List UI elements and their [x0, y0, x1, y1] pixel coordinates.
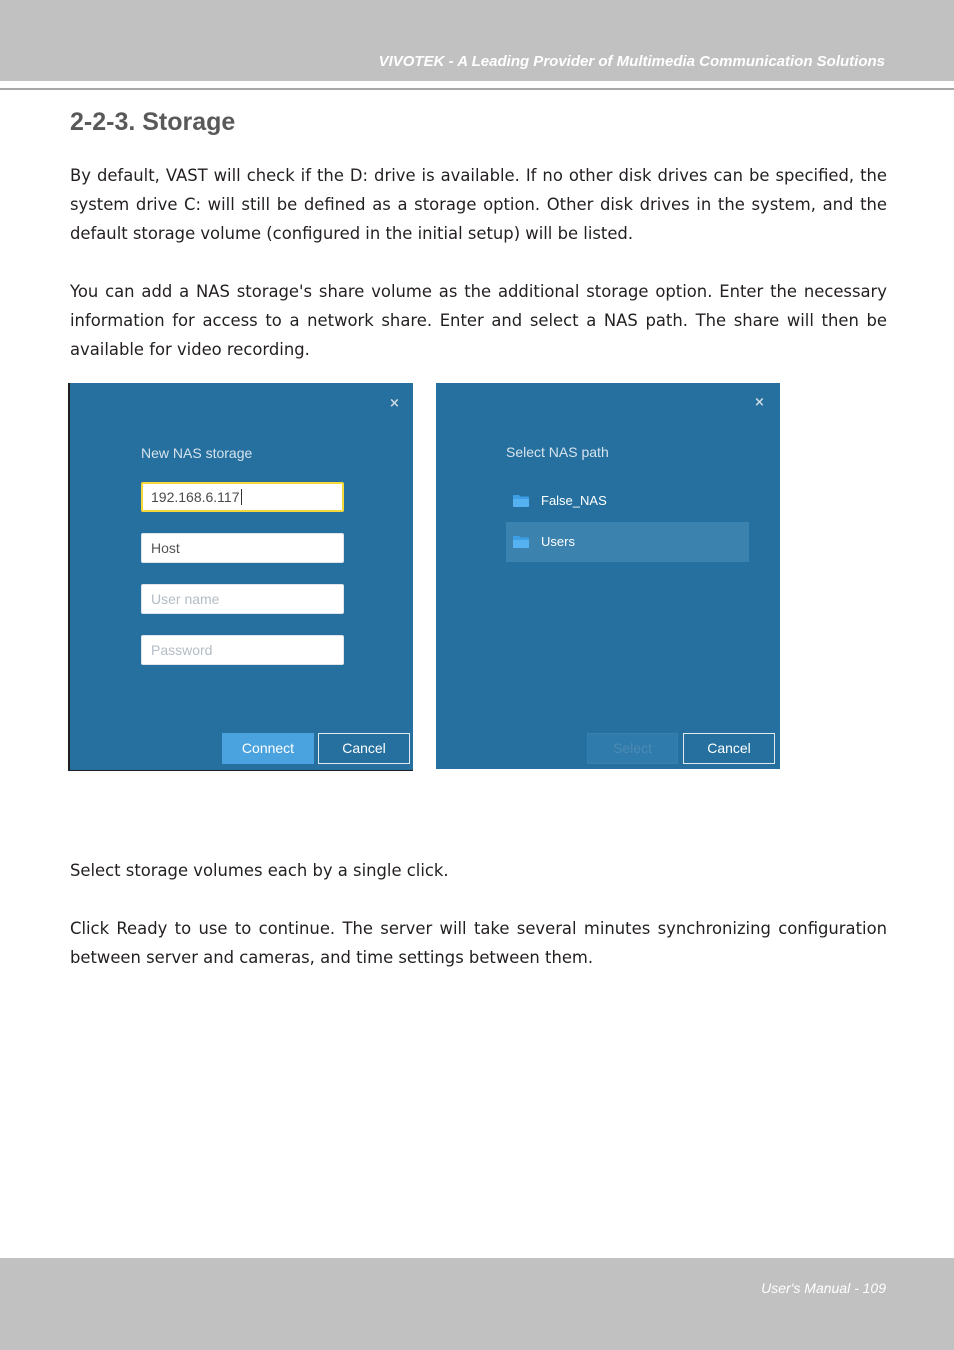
folder-icon [513, 495, 529, 507]
folder-icon [513, 536, 529, 548]
close-icon[interactable]: × [754, 395, 765, 410]
username-input[interactable]: User name [141, 584, 344, 614]
header-tagline: VIVOTEK - A Leading Provider of Multimedia Communication Solutions [378, 53, 885, 70]
paragraph-nas: You can add a NAS storage's share volume as the additional storage option. Enter the necessary information for access to a network share. Enter and select a NAS path. The share will then be available for video recording. [70, 282, 887, 359]
page-footer [0, 1258, 954, 1350]
paragraph-ready-to-use: Click Ready to use to continue. The server will take several minutes synchronizing configuration between server and cameras, and time settings between them. [70, 919, 887, 967]
close-icon[interactable]: × [389, 396, 400, 411]
paragraph-default-drive: By default, VAST will check if the D: drive is available. If no other disk drives can be specified, the system drive C: will still be defined as a storage option. Other disk drives in the system, and the default storage volume (configured in the initial setup) will be listed. [70, 166, 887, 243]
host-input[interactable]: Host [141, 533, 344, 563]
new-nas-storage-dialog [68, 383, 413, 771]
connect-button[interactable]: Connect [222, 733, 314, 764]
dialog-title: Select NAS path [506, 444, 609, 460]
select-nas-path-dialog [436, 383, 780, 769]
text-cursor [241, 489, 242, 505]
ip-address-input[interactable] [141, 482, 344, 512]
dialog-title: New NAS storage [141, 445, 253, 461]
header-divider [0, 88, 954, 90]
cancel-button[interactable]: Cancel [683, 733, 775, 764]
nas-path-label: False_NAS [541, 493, 607, 508]
password-input[interactable]: Password [141, 635, 344, 665]
nas-path-label: Users [541, 534, 575, 549]
page-header [0, 0, 954, 81]
ip-address-value: 192.168.6.117 [151, 489, 240, 505]
cancel-button[interactable]: Cancel [318, 733, 410, 764]
nas-path-item-users[interactable] [506, 522, 749, 562]
section-title: 2-2-3. Storage [70, 108, 236, 136]
page-number: User's Manual - 109 [761, 1280, 886, 1296]
select-button[interactable]: Select [587, 733, 678, 764]
nas-path-item-false-nas[interactable] [506, 481, 749, 521]
paragraph-select-volumes: Select storage volumes each by a single click. [70, 861, 449, 880]
